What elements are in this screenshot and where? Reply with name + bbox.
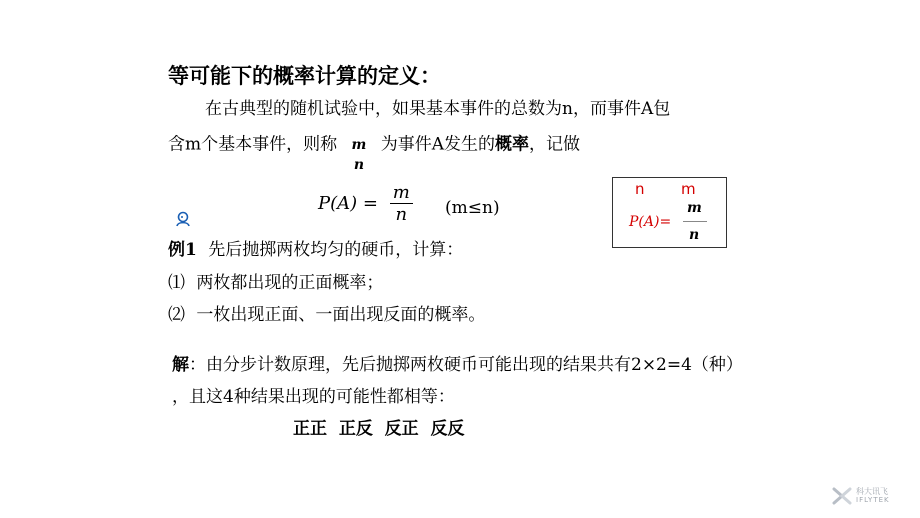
formula-condition: (m≤n): [445, 198, 500, 218]
solution-line-1: [172, 350, 743, 375]
probability-formula: [318, 182, 413, 225]
definition-line-2-mid: 为事件A发生的: [380, 134, 496, 155]
formula-fraction-num: m: [390, 182, 413, 204]
definition-line-2: [168, 127, 581, 173]
definition-fraction: [349, 137, 370, 173]
question-1: [168, 268, 383, 293]
box-fraction-bar: [683, 221, 707, 222]
example-text: 先后抛掷两枚均匀的硬币，计算：: [208, 240, 464, 260]
definition-fraction-den: n: [353, 157, 365, 173]
formula-lhs: P(A) =: [318, 193, 378, 214]
solution-outcomes: 正正 正反 反正 反反: [293, 419, 465, 439]
definition-line-1: 在古典型的随机试验中，如果基本事件的总数为n，而事件A包: [205, 99, 671, 119]
solution-line-1-text: ：由分步计数原理，先后抛掷两枚硬币可能出现的结果共有2×2=4（种）: [189, 355, 743, 375]
definition-line-2-post: ，记做: [529, 134, 581, 155]
box-pa-label: P(A)=: [629, 214, 672, 230]
iflytek-mark-icon: [832, 487, 852, 505]
question-2: [168, 300, 485, 325]
question-1-num: ⑴: [168, 273, 185, 293]
logo-brand: 科大讯飞: [856, 487, 888, 496]
definition-line-2-pre: 含m个基本事件，则称: [168, 134, 338, 155]
formula-fraction: [390, 182, 413, 225]
question-2-text: 一枚出现正面、一面出现反面的概率。: [196, 305, 486, 325]
logo-sub: IFLYTEK: [856, 496, 890, 504]
definition-term-probability: 概率: [495, 134, 530, 155]
iflytek-logo: [832, 486, 904, 506]
box-m-label: m: [681, 180, 696, 198]
box-fraction-num: m: [687, 200, 702, 216]
box-fraction-den: n: [689, 227, 700, 243]
page-title: 等可能下的概率计算的定义：: [168, 64, 441, 88]
question-2-num: ⑵: [168, 305, 185, 325]
question-1-text: 两枚都出现的正面概率；: [196, 273, 384, 293]
formula-fraction-den: n: [395, 204, 408, 225]
solution-line-2: ，且这4种结果出现的可能性都相等：: [172, 387, 455, 407]
box-n-label: n: [635, 180, 645, 198]
user-icon: [175, 211, 191, 227]
definition-fraction-num: m: [351, 137, 367, 153]
example-label: 例1: [168, 240, 197, 260]
probability-box: [612, 177, 727, 248]
solution-label: 解: [172, 355, 189, 375]
example-line: [168, 235, 463, 260]
